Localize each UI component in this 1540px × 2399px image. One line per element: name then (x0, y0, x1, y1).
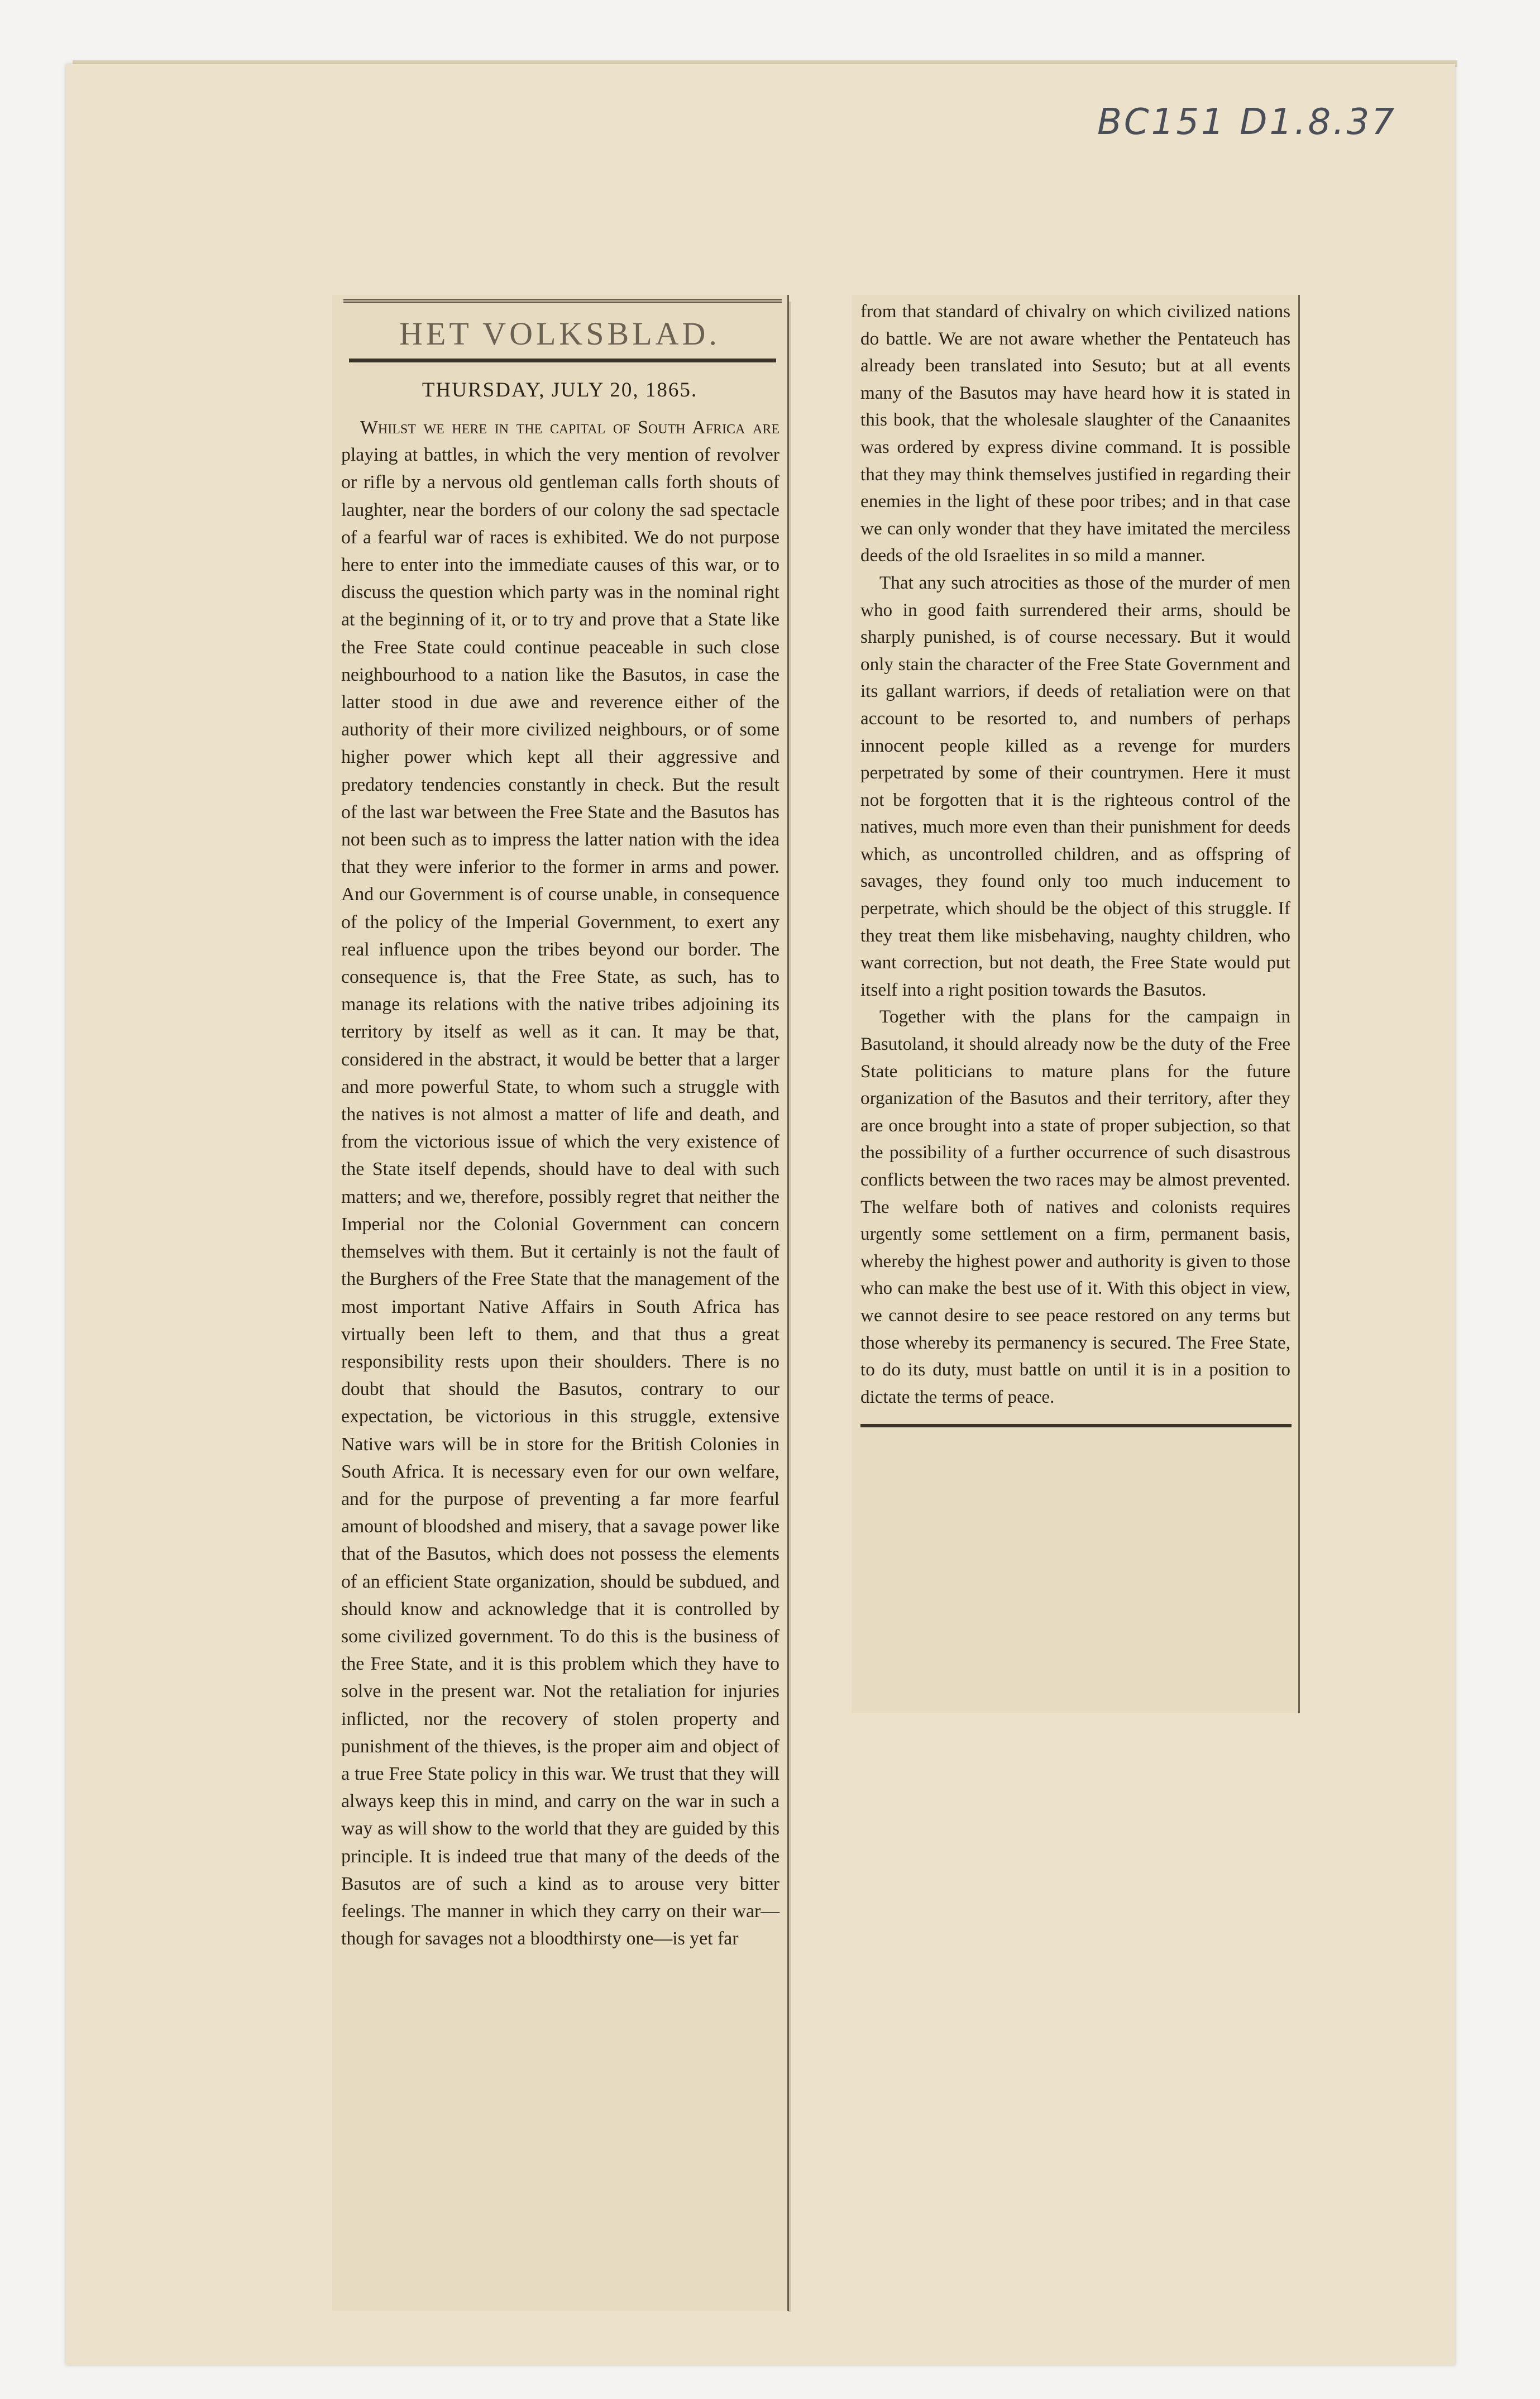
article-dateline: THURSDAY, JULY 20, 1865. (422, 379, 698, 402)
masthead-bottom-rule (349, 359, 776, 362)
archive-reference-note: BC151 D1.8.37 (1097, 102, 1396, 143)
clipping-edge-shadow (788, 302, 791, 2312)
article-paragraph: Whilst we here in the capital of South Africa are playing at battles, in which the very mention of revolver or rifle by a nervous old gentleman calls forth shouts of laughter, near the borders of our colony the sad spectacle of a fearful war of races is exhibited. We do not purpose here to enter into the immediate causes of this war, or to discuss the question which party was in the nominal right at the beginning of it, or to try and prove that a State like the Free State could continue peaceable in such close neighbourhood to a nation like the Basutos, in case the latter stood in due awe and reverence either of the authority of their more civilized neighbours, or of some higher power which kept all their aggressive and predatory tendencies constantly in check. But the result of the last war between the Free State and the Basutos has not been such as to impress the latter nation with the idea that they were inferior to the former in arms and power. And our Government is of course unable, in consequence of the policy of the Imperial Government, to exert any real influence upon the tribes beyond our border. The consequence is, that the Free State, as such, has to manage its relations with the native tribes adjoining its territory by itself as well as it can. It may be that, considered in the abstract, it would be better that a larger and more powerful State, to whom such a struggle with the natives is not almost a matter of life and death, and from the victorious issue of which the very existence of the State itself depends, should have to deal with such matters; and we, therefore, possibly regret that neither the Imperial nor the Colonial Government can concern themselves with them. But it certainly is not the fault of the Burghers of the Free State that the management of the most important Native Affairs in South Africa has virtually been left to them, and that thus a great responsibility rests upon their shoulders. There is no doubt that should the Basutos, contrary to our expectation, be victorious in this struggle, extensive Native wars will be in store for the British Colonies in South Africa. It is necessary even for our own welfare, and for the purpose of preventing a far more fearful amount of bloodshed and misery, that a savage power like that of the Basutos, which does not possess the elements of an efficient State organization, should be subdued, and should know and acknowledge that it is controlled by some civilized government. To do this is the business of the Free State, and it is this problem which they have to solve in the present war. Not the retaliation for injuries inflicted, nor the recovery of stolen property and punishment of the thieves, is the proper aim and object of a true Free State policy in this war. We trust that they will always keep this in mind, and carry on the war in such a way as will show to the world that they are guided by this principle. It is indeed true that many of the deeds of the Basutos are of such a kind as to arouse very bitter feelings. The manner in which they carry on their war—though for savages not a bloodthirsty one—is yet far (341, 417, 779, 1949)
article-paragraph: That any such atrocities as those of the murder of men who in good faith surrendered their arms, should be sharply punished, is of course necessary. But it would only stain the character of the Free State Government and its gallant warriors, if deeds of retaliation were on that account to be resorted to, and numbers of perhaps innocent people killed as a revenge for murders perpetrated by some of their countrymen. Here it must not be forgotten that it is the righteous control of the natives, much more even than their punishment for deeds which, as uncontrolled children, and as offspring of savages, they found only too much inducement to perpetrate, which should be the object of this struggle. If they treat them like misbehaving, naughty children, who want correction, but not death, the Free State would put itself into a right position towards the Basutos. (860, 572, 1290, 1000)
clipping-column-1 (332, 295, 789, 2311)
newspaper-masthead: HET VOLKSBLAD. (399, 316, 720, 352)
article-body-column-1 (332, 414, 787, 1952)
article-paragraph: Together with the plans for the campaign in Basutoland, it should already now be the duty of the Free State politicians to mature plans for the future organization of the Basutos and their territory, after they are once brought into a state of proper subjection, so that the possibility of a further occurrence of such disastrous conflicts between the two races may be almost prevented. The welfare both of natives and colonists requires urgently some settlement on a firm, permanent basis, whereby the highest power and authority is given to those who can make the best use of it. With this object in view, we cannot desire to see peace restored on any terms but those whereby its permanency is secured. The Free State, to do its duty, must battle on until it is in a position to dictate the terms of peace. (860, 1006, 1290, 1407)
masthead-top-rule (343, 299, 782, 303)
clipping-column-2 (852, 295, 1300, 1713)
article-end-rule (860, 1424, 1292, 1427)
article-body-column-2 (852, 295, 1298, 1411)
article-paragraph: from that standard of chivalry on which civilized nations do battle. We are not aware whether the Pentateuch has already been translated into Sesuto; but at all events many of the Basutos may have heard how it is stated in this book, that the wholesale slaughter of the Canaanites was ordered by express divine command. It is possible that they may think themselves justified in regarding their enemies in the light of these poor tribes; and in that case we can only wonder that they have imitated the merciless deeds of the old Israelites in so mild a manner. (860, 301, 1290, 566)
